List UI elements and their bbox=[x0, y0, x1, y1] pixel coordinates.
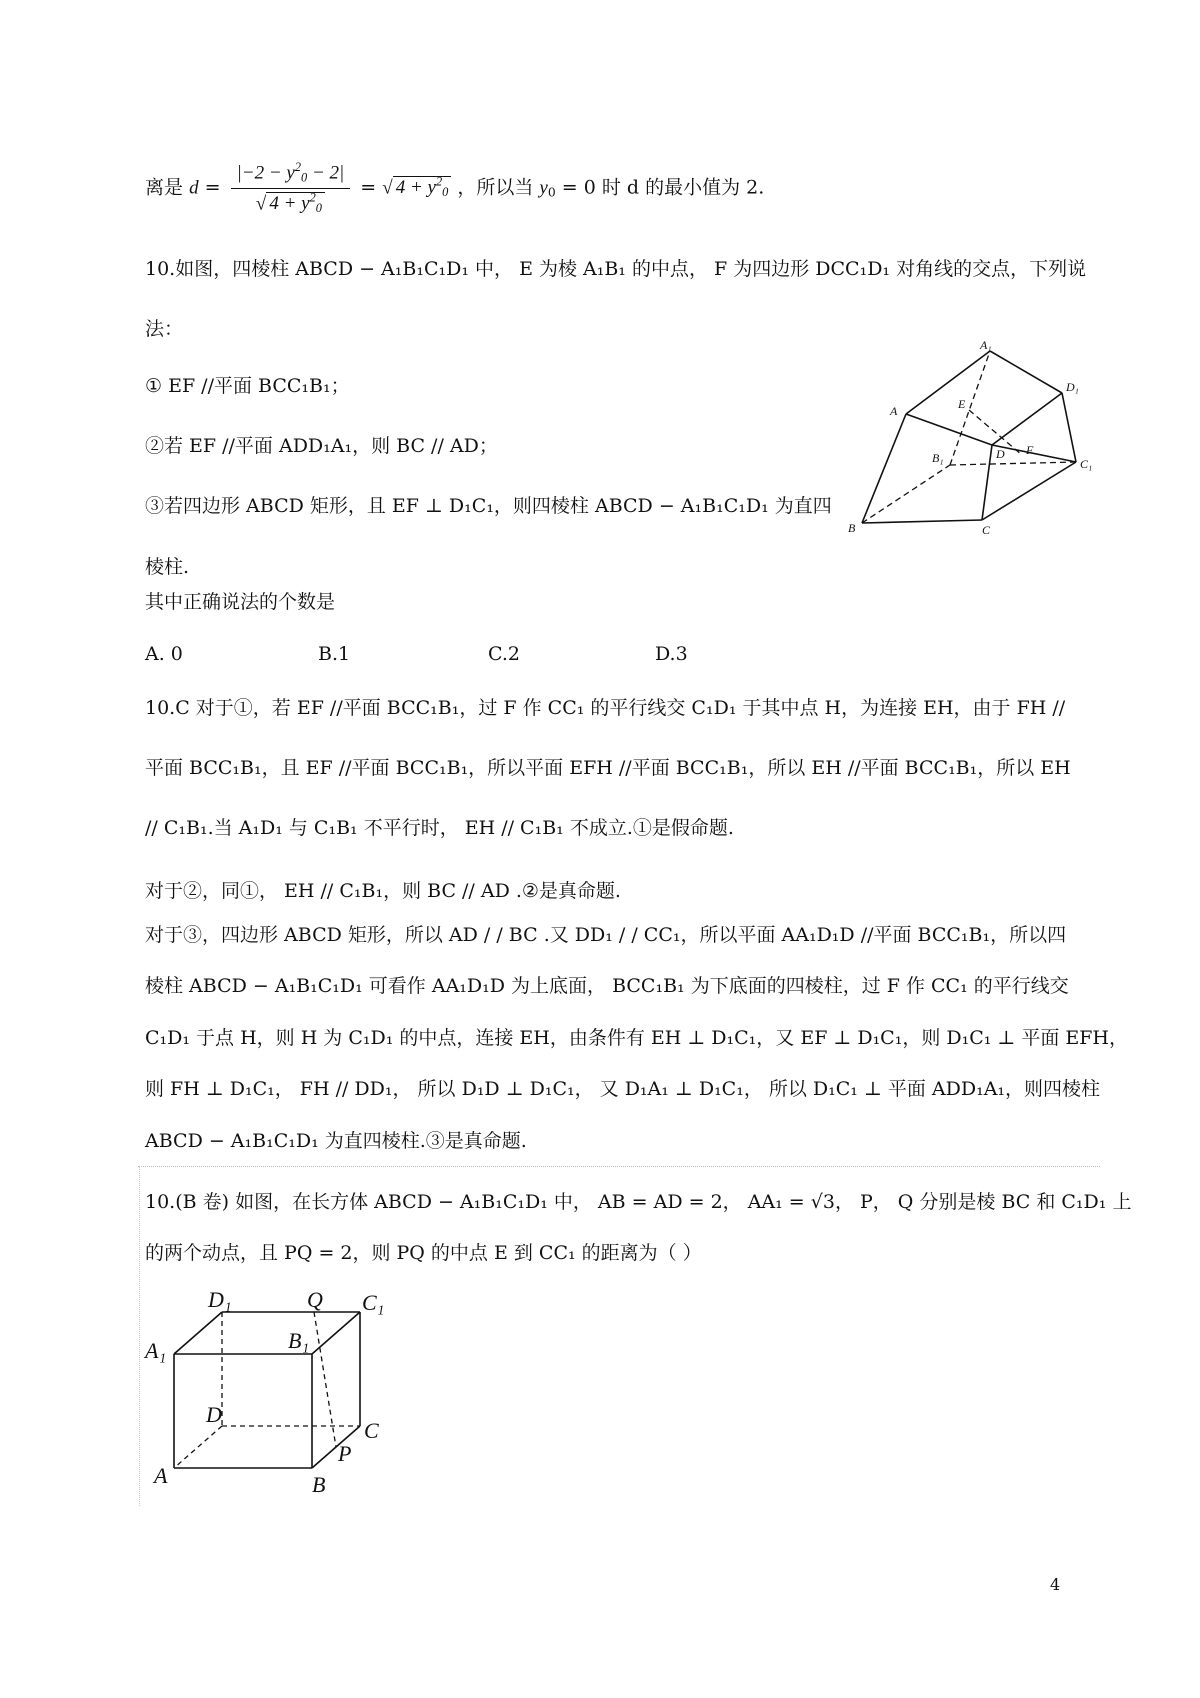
formula-rhs: 4 + y bbox=[395, 177, 436, 199]
solution-line2: 平面 BCC₁B₁，且 EF //平面 BCC₁B₁，所以平面 EFH //平面 BCC₁B₁，所以 EH //平面 BCC₁B₁，所以 EH bbox=[145, 757, 1071, 779]
label-F: F bbox=[1026, 443, 1034, 457]
distance-formula-line: 离是 d = $\frac{|-2 - y^2_0 - 2|}{√ 4 + y^2_0}$ = √ $4 + y^2_0$ ，所以当 $y_0 = 0$ 时 d 的最小值为 2. bbox=[145, 160, 765, 216]
label-C1: C₁ bbox=[1080, 457, 1093, 471]
solution-line3: // C₁B₁.当 A₁D₁ 与 C₁B₁ 不平行时， EH // C₁B₁ 不成立.①是假命题. bbox=[145, 817, 734, 839]
distance-fraction: $\frac{|-2 - y^2_0 - 2|}{√ 4 + y^2_0}$ bbox=[231, 160, 351, 217]
cuboid-label-B: B bbox=[312, 1472, 326, 1497]
solution-line9: ABCD − A₁B₁C₁D₁ 为直四棱柱.③是真命题. bbox=[145, 1130, 527, 1152]
option-d: D.3 bbox=[655, 643, 688, 665]
formula-y0: y bbox=[539, 177, 548, 199]
cuboid-label-A1: A₁ bbox=[145, 1338, 167, 1363]
cuboid-label-A: A bbox=[154, 1463, 168, 1488]
cuboid-label-B1: B₁ bbox=[288, 1328, 310, 1353]
frac-den-sub: 0 bbox=[315, 201, 322, 216]
option-c: C.2 bbox=[488, 643, 520, 665]
formula-suffix-a: ，所以当 bbox=[457, 176, 534, 199]
cuboid-label-C: C bbox=[364, 1418, 379, 1443]
label-D: D bbox=[996, 447, 1005, 461]
label-D1: D₁ bbox=[1066, 380, 1079, 394]
label-E: E bbox=[958, 397, 966, 411]
solution-line8: 则 FH ⊥ D₁C₁， FH // DD₁， 所以 D₁D ⊥ D₁C₁， 又 D₁A₁ ⊥ D₁C₁， 所以 D₁C₁ ⊥ 平面 ADD₁A₁，则四棱柱 bbox=[145, 1078, 1101, 1100]
frac-num-sub: 0 bbox=[301, 170, 308, 185]
label-B: B bbox=[848, 521, 856, 535]
solution-line4: 对于②，同①， EH // C₁B₁，则 BC // AD .②是真命题. bbox=[145, 880, 621, 902]
frac-den-sup: 2 bbox=[309, 190, 316, 205]
q10-ask: 其中正确说法的个数是 bbox=[145, 591, 336, 613]
q10-statement-3: ③若四边形 ABCD 矩形，且 EF ⊥ D₁C₁，则四棱柱 ABCD − A₁B₁C₁D₁ 为直四 bbox=[145, 495, 832, 517]
label-A: A bbox=[890, 404, 898, 418]
formula-suffix-b: = 0 时 d 的最小值为 2. bbox=[555, 176, 765, 199]
frac-num-tail: − 2| bbox=[307, 162, 345, 184]
label-A1: A₁ bbox=[980, 340, 992, 352]
frac-denominator: 4 + y bbox=[269, 193, 310, 215]
cuboid-label-D: D bbox=[206, 1402, 222, 1427]
q10-stem-line1: 10.如图，四棱柱 ABCD − A₁B₁C₁D₁ 中， E 为棱 A₁B₁ 的中点， F 为四边形 DCC₁D₁ 对角线的交点，下列说 bbox=[145, 258, 1087, 280]
solution-line6: 棱柱 ABCD − A₁B₁C₁D₁ 可看作 AA₁D₁D 为上底面， BCC₁B₁ 为下底面的四棱柱，过 F 作 CC₁ 的平行线交 bbox=[145, 975, 1069, 997]
frac-numerator: |−2 − y bbox=[236, 162, 295, 184]
q10-statement-1: ① EF //平面 BCC₁B₁； bbox=[145, 375, 350, 397]
prism-figure bbox=[830, 340, 1100, 535]
label-C: C bbox=[982, 523, 991, 535]
page-number: 4 bbox=[1050, 1575, 1061, 1594]
solution-line7: C₁D₁ 于点 H，则 H 为 C₁D₁ 的中点，连接 EH，由条件有 EH ⊥ D₁C₁，又 EF ⊥ D₁C₁，则 D₁C₁ ⊥ 平面 EFH， bbox=[145, 1027, 1128, 1049]
q10-stem-line2: 法： bbox=[145, 318, 184, 340]
cuboid-label-C1: C₁ bbox=[362, 1290, 385, 1315]
q10-statement-2: ②若 EF //平面 ADD₁A₁，则 BC // AD； bbox=[145, 435, 498, 457]
cuboid-figure bbox=[140, 1288, 400, 1498]
b-question-line1: 10.(B 卷) 如图，在长方体 ABCD − A₁B₁C₁D₁ 中， AB = AD = 2， AA₁ = √3， P， Q 分别是棱 BC 和 C₁D₁ 上 bbox=[145, 1191, 1132, 1213]
cuboid-label-D1: D₁ bbox=[208, 1288, 232, 1312]
solution-line5: 对于③，四边形 ABCD 矩形，所以 AD / / BC .又 DD₁ / / CC₁，所以平面 AA₁D₁D //平面 BCC₁B₁，所以四 bbox=[145, 924, 1067, 946]
frac-num-sup: 2 bbox=[294, 160, 302, 174]
formula-d: d bbox=[189, 177, 199, 199]
solution-line1: 10.C 对于①，若 EF //平面 BCC₁B₁，过 F 作 CC₁ 的平行线交 C₁D₁ 于其中点 H，为连接 EH，由于 FH // bbox=[145, 697, 1066, 719]
q10-statement-3-cont: 棱柱. bbox=[145, 556, 190, 578]
b-question-line2: 的两个动点，且 PQ = 2，则 PQ 的中点 E 到 CC₁ 的距离为（ ） bbox=[145, 1242, 702, 1264]
label-B1: B₁ bbox=[932, 451, 944, 465]
formula-prefix: 离是 bbox=[145, 176, 184, 199]
rhs-sub: 0 bbox=[442, 185, 449, 200]
cuboid-label-Q: Q bbox=[307, 1288, 323, 1312]
cuboid-label-P: P bbox=[338, 1441, 352, 1466]
option-a: A. 0 bbox=[145, 643, 183, 665]
section-divider bbox=[138, 1166, 1100, 1167]
rhs-sup: 2 bbox=[435, 175, 443, 189]
option-b: B.1 bbox=[318, 643, 351, 665]
